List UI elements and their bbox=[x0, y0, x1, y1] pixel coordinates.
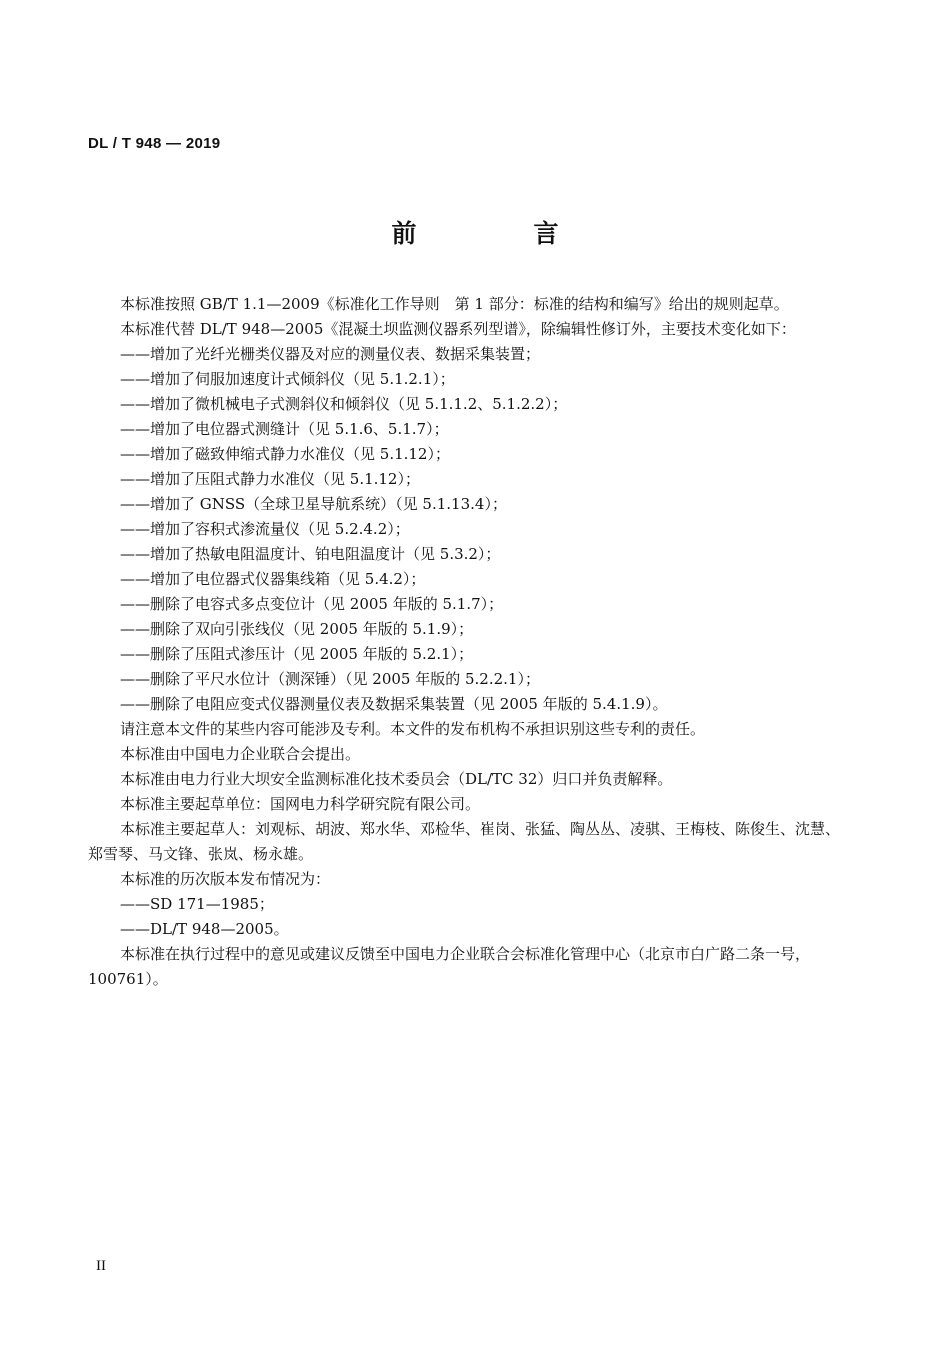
page-title: 前 言 bbox=[391, 219, 605, 248]
list-item: ——增加了磁致伸缩式静力水准仪（见 5.1.12）； bbox=[120, 445, 450, 463]
list-item: ——SD 171—1985； bbox=[120, 895, 274, 913]
list-item: ——删除了电容式多点变位计（见 2005 年版的 5.1.7）； bbox=[120, 595, 504, 613]
list-item: ——删除了电阻应变式仪器测量仪表及数据采集装置（见 2005 年版的 5.4.1.9）。 bbox=[120, 695, 668, 713]
paragraph: 本标准主要起草人：刘观标、胡波、郑水华、邓检华、崔岗、张猛、陶丛丛、凌骐、王梅枝、陈俊生、沈慧、郑雪琴、马文锋、张岚、杨永雄。 bbox=[88, 820, 841, 863]
list-item: ——增加了伺服加速度计式倾斜仪（见 5.1.2.1）； bbox=[120, 370, 455, 388]
paragraph: 本标准在执行过程中的意见或建议反馈至中国电力企业联合会标准化管理中心（北京市白广路二条一号，100761）。 bbox=[88, 945, 811, 988]
paragraph: 本标准由中国电力企业联合会提出。 bbox=[120, 745, 361, 763]
list-item: ——删除了压阻式渗压计（见 2005 年版的 5.2.1）； bbox=[120, 645, 474, 663]
paragraph: 本标准按照 GB/T 1.1—2009《标准化工作导则 第 1 部分：标准的结构和编写》给出的规则起草。 bbox=[120, 295, 789, 313]
list-item: ——增加了容积式渗流量仪（见 5.2.4.2）； bbox=[120, 520, 410, 538]
list-item: ——增加了电位器式测缝计（见 5.1.6、5.1.7）； bbox=[120, 420, 449, 438]
list-item: ——增加了 GNSS（全球卫星导航系统）（见 5.1.13.4）； bbox=[120, 495, 507, 513]
list-item: ——增加了压阻式静力水准仪（见 5.1.12）； bbox=[120, 470, 420, 488]
list-item: ——删除了平尺水位计（测深锤）（见 2005 年版的 5.2.2.1）； bbox=[120, 670, 540, 688]
paragraph: 请注意本文件的某些内容可能涉及专利。本文件的发布机构不承担识别这些专利的责任。 bbox=[120, 720, 706, 738]
paragraph: 本标准主要起草单位：国网电力科学研究院有限公司。 bbox=[120, 795, 481, 813]
page-number: II bbox=[96, 1258, 106, 1274]
list-item: ——删除了双向引张线仪（见 2005 年版的 5.1.9）； bbox=[120, 620, 474, 638]
list-item: ——DL/T 948—2005。 bbox=[120, 920, 289, 938]
paragraph: 本标准代替 DL/T 948—2005《混凝土坝监测仪器系列型谱》，除编辑性修订外，主要技术变化如下： bbox=[120, 320, 796, 338]
list-item: ——增加了微机械电子式测斜仪和倾斜仪（见 5.1.1.2、5.1.2.2）； bbox=[120, 395, 568, 413]
paragraph: 本标准的历次版本发布情况为： bbox=[120, 870, 331, 888]
list-item: ——增加了热敏电阻温度计、铂电阻温度计（见 5.3.2）； bbox=[120, 545, 501, 563]
list-item: ——增加了光纤光栅类仪器及对应的测量仪表、数据采集装置； bbox=[120, 345, 541, 363]
document-code: DL / T 948 — 2019 bbox=[88, 135, 221, 152]
list-item: ——增加了电位器式仪器集线箱（见 5.4.2）； bbox=[120, 570, 426, 588]
foreword-body bbox=[88, 292, 848, 992]
paragraph: 本标准由电力行业大坝安全监测标准化技术委员会（DL/TC 32）归口并负责解释。 bbox=[120, 770, 673, 788]
